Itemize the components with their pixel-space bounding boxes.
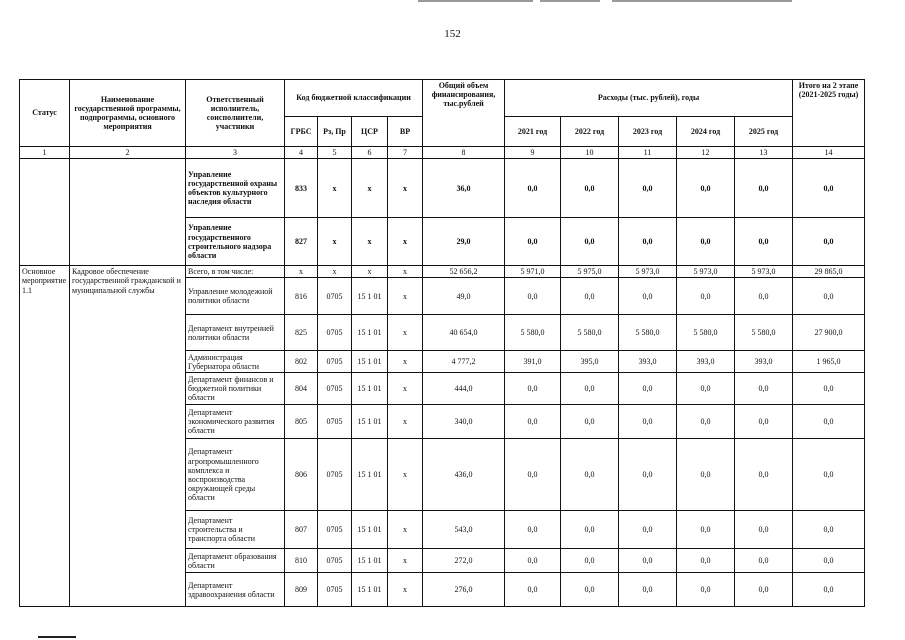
year-value-cell: 393,0 <box>677 351 735 373</box>
header-year-2025: 2025 год <box>735 117 793 147</box>
page-number: 152 <box>444 28 461 40</box>
column-number-row <box>20 147 865 159</box>
stage-total-cell: 27 900,0 <box>793 315 865 351</box>
column-number: 9 <box>505 147 561 159</box>
rzpr-cell: 0705 <box>318 351 352 373</box>
year-value-cell: 5 973,0 <box>735 266 793 278</box>
table-row <box>20 159 865 218</box>
total-volume-cell: 40 654,0 <box>423 315 505 351</box>
year-value-cell: 0,0 <box>561 373 619 405</box>
table-row-total <box>20 266 865 278</box>
year-value-cell: 0,0 <box>619 218 677 266</box>
header-vr: ВР <box>388 117 423 147</box>
column-number: 10 <box>561 147 619 159</box>
year-value-cell: 0,0 <box>505 405 561 439</box>
grbs-cell: x <box>285 266 318 278</box>
executor-cell: Управление государственной охраны объектов культурного наследия области <box>186 159 285 218</box>
header-year-2024: 2024 год <box>677 117 735 147</box>
scan-top-line-mid <box>540 0 600 2</box>
vr-cell: x <box>388 351 423 373</box>
csr-cell: 15 1 01 <box>352 278 388 315</box>
rzpr-cell: 0705 <box>318 373 352 405</box>
vr-cell: x <box>388 315 423 351</box>
year-value-cell: 393,0 <box>735 351 793 373</box>
year-value-cell: 0,0 <box>505 549 561 573</box>
year-value-cell: 0,0 <box>505 278 561 315</box>
year-value-cell: 0,0 <box>619 405 677 439</box>
csr-cell: 15 1 01 <box>352 351 388 373</box>
year-value-cell: 0,0 <box>735 218 793 266</box>
header-stage-total: Итого на 2 этапе (2021-2025 годы) <box>793 80 865 147</box>
stage-total-cell: 0,0 <box>793 218 865 266</box>
csr-cell: 15 1 01 <box>352 511 388 549</box>
year-value-cell: 0,0 <box>677 549 735 573</box>
year-value-cell: 0,0 <box>677 373 735 405</box>
year-value-cell: 0,0 <box>505 439 561 511</box>
vr-cell: x <box>388 405 423 439</box>
total-volume-cell: 52 656,2 <box>423 266 505 278</box>
year-value-cell: 0,0 <box>735 439 793 511</box>
column-number: 11 <box>619 147 677 159</box>
year-value-cell: 0,0 <box>677 405 735 439</box>
header-executor: Ответственный исполнитель, соисполнители, участники <box>186 80 285 147</box>
total-volume-cell: 436,0 <box>423 439 505 511</box>
year-value-cell: 0,0 <box>735 278 793 315</box>
year-value-cell: 0,0 <box>677 511 735 549</box>
grbs-cell: 807 <box>285 511 318 549</box>
rzpr-cell: 0705 <box>318 278 352 315</box>
vr-cell: x <box>388 549 423 573</box>
vr-cell: x <box>388 278 423 315</box>
year-value-cell: 5 580,0 <box>735 315 793 351</box>
year-value-cell: 0,0 <box>505 159 561 218</box>
stage-total-cell: 0,0 <box>793 278 865 315</box>
column-number: 1 <box>20 147 70 159</box>
year-value-cell: 0,0 <box>735 405 793 439</box>
grbs-cell: 809 <box>285 573 318 607</box>
year-value-cell: 0,0 <box>561 511 619 549</box>
executor-cell: Департамент внутренней политики области <box>186 315 285 351</box>
year-value-cell: 0,0 <box>619 278 677 315</box>
year-value-cell: 0,0 <box>505 511 561 549</box>
executor-cell: Департамент образования области <box>186 549 285 573</box>
header-name: Наименование государственной программы, подпрограммы, основного мероприятия <box>70 80 186 147</box>
executor-cell: Департамент агропромышленного комплекса и воспроизводства окружающей среды области <box>186 439 285 511</box>
year-value-cell: 0,0 <box>735 159 793 218</box>
year-value-cell: 5 975,0 <box>561 266 619 278</box>
stage-total-cell: 29 865,0 <box>793 266 865 278</box>
year-value-cell: 0,0 <box>677 439 735 511</box>
executor-cell: Департамент здравоохранения области <box>186 573 285 607</box>
scan-top-line-left <box>418 0 533 2</box>
header-budget-code: Код бюджетной классификации <box>285 80 423 117</box>
grbs-cell: 805 <box>285 405 318 439</box>
grbs-cell: 833 <box>285 159 318 218</box>
vr-cell: x <box>388 266 423 278</box>
executor-cell: Всего, в том числе: <box>186 266 285 278</box>
header-rzpr: Рз, Пр <box>318 117 352 147</box>
header-total-volume: Общий объем финансирования, тыс.рублей <box>423 80 505 147</box>
csr-cell: x <box>352 159 388 218</box>
column-number: 6 <box>352 147 388 159</box>
rzpr-cell: 0705 <box>318 315 352 351</box>
csr-cell: x <box>352 218 388 266</box>
header-status: Статус <box>20 80 70 147</box>
rzpr-cell: 0705 <box>318 573 352 607</box>
rzpr-cell: 0705 <box>318 439 352 511</box>
stage-total-cell: 0,0 <box>793 573 865 607</box>
year-value-cell: 391,0 <box>505 351 561 373</box>
csr-cell: 15 1 01 <box>352 573 388 607</box>
column-number: 13 <box>735 147 793 159</box>
total-volume-cell: 340,0 <box>423 405 505 439</box>
rzpr-cell: 0705 <box>318 511 352 549</box>
year-value-cell: 0,0 <box>735 511 793 549</box>
csr-cell: 15 1 01 <box>352 315 388 351</box>
header-grbs: ГРБС <box>285 117 318 147</box>
year-value-cell: 0,0 <box>677 573 735 607</box>
rzpr-cell: 0705 <box>318 549 352 573</box>
executor-cell: Департамент экономического развития области <box>186 405 285 439</box>
year-value-cell: 0,0 <box>561 439 619 511</box>
header-row-1 <box>20 80 865 117</box>
year-value-cell: 0,0 <box>561 159 619 218</box>
year-value-cell: 0,0 <box>619 159 677 218</box>
vr-cell: x <box>388 573 423 607</box>
year-value-cell: 0,0 <box>677 278 735 315</box>
header-year-2021: 2021 год <box>505 117 561 147</box>
year-value-cell: 0,0 <box>505 218 561 266</box>
csr-cell: 15 1 01 <box>352 373 388 405</box>
year-value-cell: 0,0 <box>561 549 619 573</box>
total-volume-cell: 29,0 <box>423 218 505 266</box>
year-value-cell: 0,0 <box>677 218 735 266</box>
total-volume-cell: 276,0 <box>423 573 505 607</box>
stage-total-cell: 0,0 <box>793 405 865 439</box>
year-value-cell: 0,0 <box>619 373 677 405</box>
name-cell-empty <box>70 159 186 266</box>
year-value-cell: 0,0 <box>561 573 619 607</box>
stage-total-cell: 0,0 <box>793 373 865 405</box>
grbs-cell: 802 <box>285 351 318 373</box>
column-number: 4 <box>285 147 318 159</box>
vr-cell: x <box>388 511 423 549</box>
vr-cell: x <box>388 159 423 218</box>
executor-cell: Управление молодежной политики области <box>186 278 285 315</box>
total-volume-cell: 36,0 <box>423 159 505 218</box>
header-year-2023: 2023 год <box>619 117 677 147</box>
year-value-cell: 5 580,0 <box>619 315 677 351</box>
header-expenses: Расходы (тыс. рублей), годы <box>505 80 793 117</box>
year-value-cell: 0,0 <box>561 278 619 315</box>
total-volume-cell: 4 777,2 <box>423 351 505 373</box>
rzpr-cell: x <box>318 266 352 278</box>
year-value-cell: 0,0 <box>619 511 677 549</box>
year-value-cell: 0,0 <box>505 373 561 405</box>
executor-cell: Департамент финансов и бюджетной политики области <box>186 373 285 405</box>
year-value-cell: 395,0 <box>561 351 619 373</box>
scan-bottom-line <box>38 636 76 638</box>
stage-total-cell: 0,0 <box>793 159 865 218</box>
year-value-cell: 5 580,0 <box>677 315 735 351</box>
executor-cell: Администрация Губернатора области <box>186 351 285 373</box>
year-value-cell: 0,0 <box>677 159 735 218</box>
year-value-cell: 0,0 <box>561 405 619 439</box>
rzpr-cell: 0705 <box>318 405 352 439</box>
scan-top-line-right <box>612 0 792 2</box>
grbs-cell: 804 <box>285 373 318 405</box>
total-volume-cell: 49,0 <box>423 278 505 315</box>
year-value-cell: 5 973,0 <box>619 266 677 278</box>
stage-total-cell: 1 965,0 <box>793 351 865 373</box>
rzpr-cell: x <box>318 218 352 266</box>
column-number: 3 <box>186 147 285 159</box>
total-volume-cell: 444,0 <box>423 373 505 405</box>
grbs-cell: 825 <box>285 315 318 351</box>
grbs-cell: 827 <box>285 218 318 266</box>
year-value-cell: 5 580,0 <box>505 315 561 351</box>
column-number: 7 <box>388 147 423 159</box>
year-value-cell: 0,0 <box>561 218 619 266</box>
budget-table <box>19 79 865 607</box>
header-csr: ЦСР <box>352 117 388 147</box>
csr-cell: x <box>352 266 388 278</box>
csr-cell: 15 1 01 <box>352 405 388 439</box>
event-name-cell: Кадровое обеспечение государственной гражданской и муниципальной службы <box>70 266 186 607</box>
stage-total-cell: 0,0 <box>793 439 865 511</box>
grbs-cell: 810 <box>285 549 318 573</box>
grbs-cell: 806 <box>285 439 318 511</box>
vr-cell: x <box>388 439 423 511</box>
column-number: 12 <box>677 147 735 159</box>
header-year-2022: 2022 год <box>561 117 619 147</box>
year-value-cell: 0,0 <box>735 573 793 607</box>
executor-cell: Департамент строительства и транспорта области <box>186 511 285 549</box>
year-value-cell: 0,0 <box>619 549 677 573</box>
vr-cell: x <box>388 218 423 266</box>
rzpr-cell: x <box>318 159 352 218</box>
year-value-cell: 393,0 <box>619 351 677 373</box>
column-number: 8 <box>423 147 505 159</box>
year-value-cell: 5 973,0 <box>677 266 735 278</box>
column-number: 2 <box>70 147 186 159</box>
year-value-cell: 0,0 <box>505 573 561 607</box>
csr-cell: 15 1 01 <box>352 549 388 573</box>
year-value-cell: 0,0 <box>735 373 793 405</box>
event-status-cell: Основное мероприятие 1.1 <box>20 266 70 607</box>
stage-total-cell: 0,0 <box>793 549 865 573</box>
total-volume-cell: 543,0 <box>423 511 505 549</box>
column-number: 5 <box>318 147 352 159</box>
year-value-cell: 5 971,0 <box>505 266 561 278</box>
year-value-cell: 0,0 <box>735 549 793 573</box>
status-cell-empty <box>20 159 70 266</box>
year-value-cell: 0,0 <box>619 573 677 607</box>
grbs-cell: 816 <box>285 278 318 315</box>
vr-cell: x <box>388 373 423 405</box>
column-number: 14 <box>793 147 865 159</box>
csr-cell: 15 1 01 <box>352 439 388 511</box>
year-value-cell: 5 580,0 <box>561 315 619 351</box>
year-value-cell: 0,0 <box>619 439 677 511</box>
stage-total-cell: 0,0 <box>793 511 865 549</box>
total-volume-cell: 272,0 <box>423 549 505 573</box>
executor-cell: Управление государственного строительного надзора области <box>186 218 285 266</box>
